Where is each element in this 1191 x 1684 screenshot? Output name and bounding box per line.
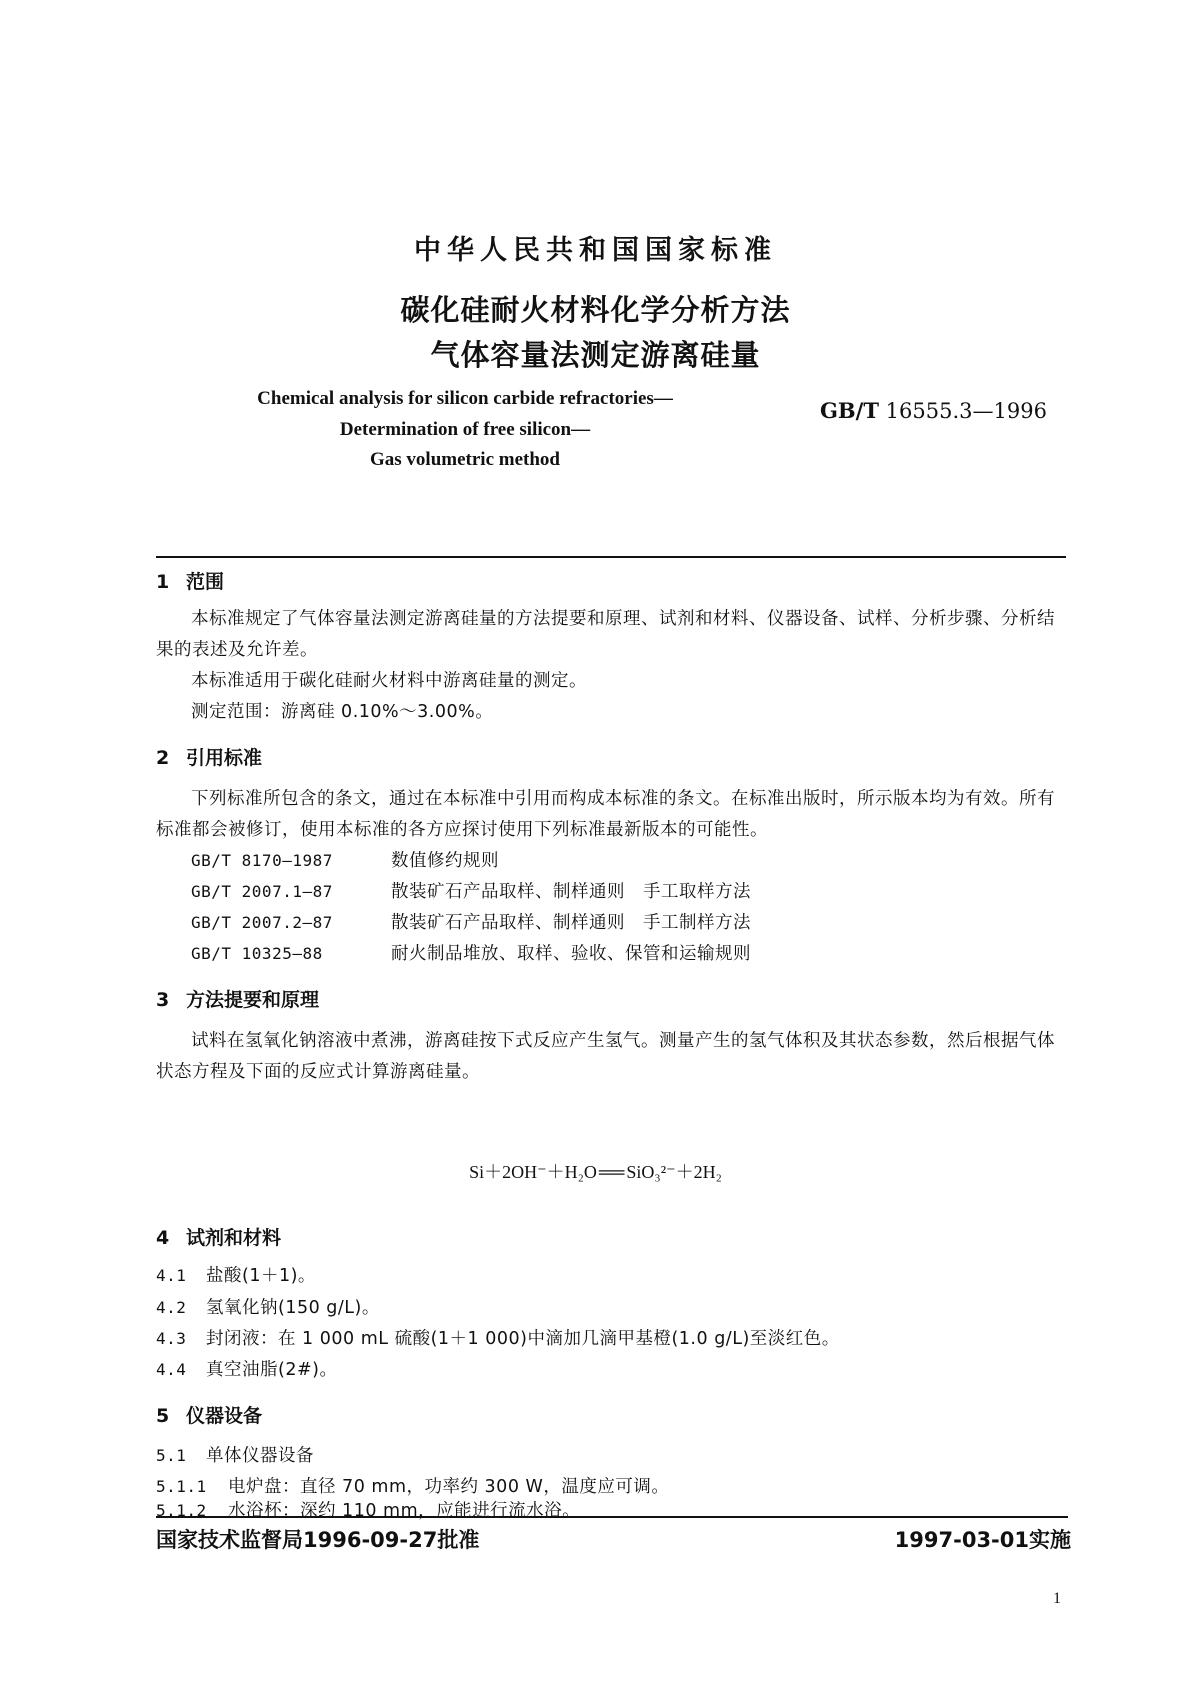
formula-reactants: Si＋2OH⁻＋H₂O — [469, 1162, 597, 1182]
section-title: 试剂和材料 — [186, 1227, 282, 1249]
section-number: 1 — [156, 571, 170, 593]
formula-products: SiO₃²⁻＋2H₂ — [626, 1162, 722, 1182]
formula-equals: ══ — [598, 1162, 625, 1182]
section-1-paragraph-3: 测定范围：游离硅 0.10%～3.00%。 — [191, 702, 494, 722]
section-2-heading — [156, 743, 262, 770]
section-5-heading — [156, 1401, 262, 1428]
section-number: 3 — [156, 989, 170, 1011]
item-number: 5.1.1 — [156, 1477, 207, 1496]
standard-header: 中华人民共和国国家标准 — [414, 235, 777, 266]
list-item — [156, 1325, 840, 1350]
reference-code: GB/T 2007.1—87 — [191, 882, 333, 901]
section-number: 4 — [156, 1227, 170, 1249]
english-title-line-1: Chemical analysis for silicon carbide refractories— — [257, 388, 673, 409]
reference-title: 耐火制品堆放、取样、验收、保管和运输规则 — [391, 944, 751, 964]
section-4-heading — [156, 1223, 281, 1250]
item-number: 5.1.2 — [156, 1501, 207, 1520]
list-item — [156, 1473, 669, 1498]
list-item — [156, 1262, 316, 1287]
section-number: 2 — [156, 747, 170, 769]
list-item — [156, 1442, 314, 1467]
page-number: 1 — [1053, 1590, 1061, 1607]
item-text: 封闭液：在 1 000 mL 硫酸(1＋1 000)中滴加几滴甲基橙(1.0 g/L)至淡红色。 — [206, 1329, 840, 1349]
section-1-paragraph-2: 本标准适用于碳化硅耐火材料中游离硅量的测定。 — [191, 671, 587, 691]
reaction-formula — [0, 1158, 1191, 1184]
section-title: 仪器设备 — [186, 1405, 263, 1427]
item-text: 电炉盘：直径 70 mm，功率约 300 W，温度应可调。 — [228, 1477, 670, 1497]
section-3-heading — [156, 985, 319, 1012]
reference-title: 散装矿石产品取样、制样通则 手工制样方法 — [391, 913, 751, 933]
reference-row — [191, 909, 751, 934]
reference-code: GB/T 2007.2—87 — [191, 913, 333, 932]
standard-code: GB/T — [820, 398, 879, 423]
english-title-line-3: Gas volumetric method — [370, 449, 560, 470]
reference-row — [191, 878, 751, 903]
item-text: 真空油脂(2#)。 — [206, 1360, 338, 1380]
english-title-line-2: Determination of free silicon— — [339, 419, 591, 440]
reference-title: 数值修约规则 — [391, 851, 499, 871]
title-divider — [156, 556, 1066, 558]
implementation-date: 1997-03-01实施 — [894, 1528, 1071, 1552]
section-2-paragraph-1: 下列标准所包含的条文，通过在本标准中引用而构成本标准的条文。在标准出版时，所示版本均为有效。所有标准都会被修订，使用本标准的各方应探讨使用下列标准最新版本的可能性。 — [156, 789, 1055, 840]
section-1-heading — [156, 567, 224, 594]
standard-serial: 16555.3—1996 — [885, 399, 1047, 423]
section-title: 方法提要和原理 — [186, 989, 320, 1011]
item-text: 水浴杯：深约 110 mm，应能进行流水浴。 — [228, 1501, 581, 1521]
reference-code: GB/T 10325—88 — [191, 944, 323, 963]
chinese-title-line-2: 气体容量法测定游离硅量 — [430, 338, 761, 372]
reference-row — [191, 940, 751, 965]
section-3-paragraph-1: 试料在氢氧化钠溶液中煮沸，游离硅按下式反应产生氢气。测量产生的氢气体积及其状态参数，然后根据气体状态方程及下面的反应式计算游离硅量。 — [156, 1031, 1055, 1082]
footer-divider — [156, 1516, 1068, 1518]
chinese-title-line-1: 碳化硅耐火材料化学分析方法 — [400, 293, 791, 327]
list-item — [156, 1356, 337, 1381]
item-text: 盐酸(1＋1)。 — [206, 1266, 316, 1286]
item-text: 氢氧化钠(150 g/L)。 — [206, 1298, 380, 1318]
approval-date: 国家技术监督局1996-09-27批准 — [156, 1528, 480, 1552]
section-title: 范围 — [186, 571, 225, 593]
item-number: 4.3 — [156, 1329, 187, 1348]
reference-title: 散装矿石产品取样、制样通则 手工取样方法 — [391, 882, 751, 902]
item-text: 单体仪器设备 — [206, 1446, 314, 1466]
reference-code: GB/T 8170—1987 — [191, 851, 333, 870]
list-item — [156, 1294, 380, 1319]
section-1-paragraph-1: 本标准规定了气体容量法测定游离硅量的方法提要和原理、试剂和材料、仪器设备、试样、分析步骤、分析结果的表述及允许差。 — [156, 609, 1055, 660]
item-number: 4.4 — [156, 1360, 187, 1379]
item-number: 4.1 — [156, 1266, 187, 1285]
item-number: 5.1 — [156, 1446, 187, 1465]
item-number: 4.2 — [156, 1298, 187, 1317]
section-title: 引用标准 — [186, 747, 263, 769]
reference-row — [191, 847, 499, 872]
section-number: 5 — [156, 1405, 170, 1427]
